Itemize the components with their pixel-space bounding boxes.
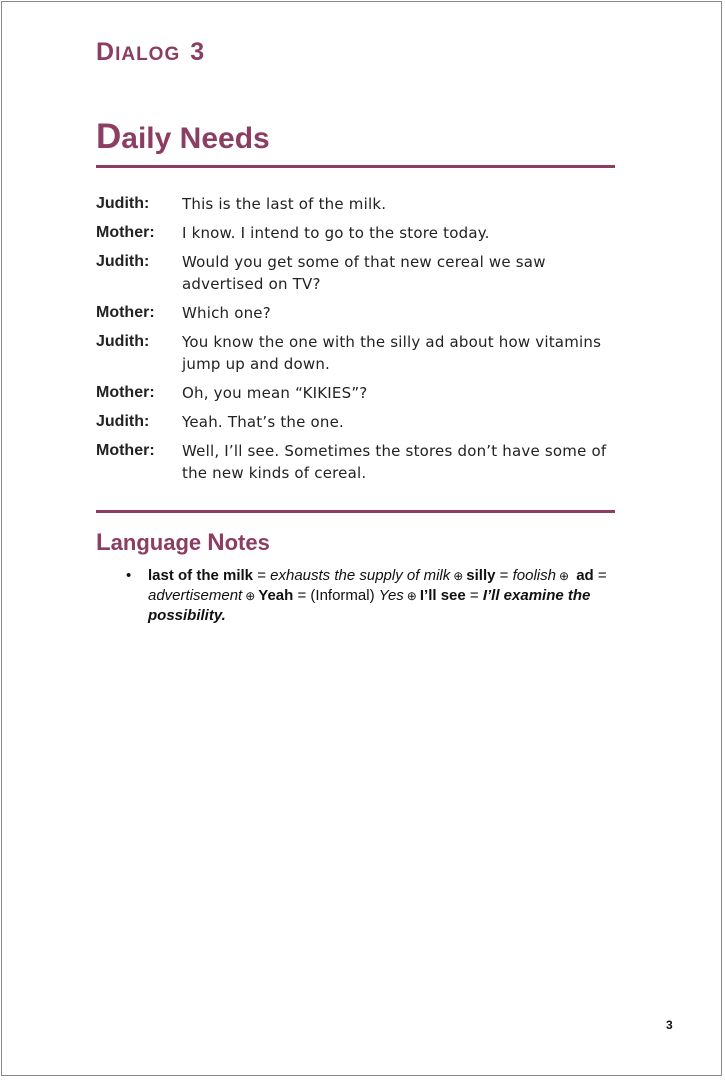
speaker-name: Judith:: [96, 253, 150, 270]
speaker-name: Mother:: [96, 384, 155, 401]
language-notes: [126, 566, 621, 625]
separator-icon: ⊕: [406, 589, 417, 603]
dialog-label-rest: IALOG: [115, 44, 181, 65]
dialog-label-initial: D: [96, 38, 116, 66]
notes-paragraph: [148, 566, 621, 625]
utterance-text: Which one?: [182, 304, 271, 322]
utterance-text: This is the last of the milk.: [182, 195, 387, 213]
note-equals: =: [495, 567, 513, 584]
dialog-label: [96, 38, 205, 67]
note-term: Yeah: [258, 587, 294, 604]
speaker-name: Mother:: [96, 442, 155, 459]
note-equals: =: [293, 587, 311, 604]
bottom-divider: [96, 510, 615, 513]
speaker-name: Mother:: [96, 304, 155, 321]
utterance-text: I know. I intend to go to the store today.: [182, 224, 490, 242]
dialog-number: 3: [190, 38, 206, 66]
language-notes-heading: [96, 529, 270, 557]
speaker-name: Mother:: [96, 224, 155, 241]
utterance-text: Oh, you mean “KIKIES”?: [182, 384, 368, 402]
speaker-name: Judith:: [96, 413, 150, 430]
note-definition: I’ll examine the possibility.: [148, 587, 591, 624]
note-term: ad: [576, 567, 594, 584]
note-definition: Yes: [378, 587, 404, 604]
heading-initial-l: L: [96, 529, 111, 556]
dialog-line: [96, 251, 615, 295]
utterance-text: Would you get some of that new cereal we saw advertised on TV?: [182, 253, 546, 293]
note-term: silly: [466, 567, 496, 584]
page-title-initial: D: [96, 117, 122, 156]
note-register: (Informal): [310, 587, 379, 604]
heading-initial-n: N: [207, 529, 225, 556]
bullet-icon: •: [126, 567, 132, 584]
dialog-line: [96, 440, 615, 484]
top-divider: [96, 165, 615, 168]
dialog-line: [96, 302, 615, 324]
note-equals: =: [465, 587, 483, 604]
heading-part: otes: [224, 530, 270, 555]
dialog-line: [96, 331, 615, 375]
separator-icon: ⊕: [245, 589, 256, 603]
note-definition: advertisement: [148, 587, 243, 604]
note-equals: =: [253, 567, 271, 584]
dialog-transcript: [96, 193, 615, 491]
utterance-text: You know the one with the silly ad about how vitamins jump up and down.: [182, 333, 602, 373]
utterance-text: Yeah. That’s the one.: [182, 413, 344, 431]
note-term: I’ll see: [419, 587, 466, 604]
note-term: last of the milk: [148, 567, 254, 584]
note-equals: =: [593, 567, 607, 584]
note-definition: exhausts the supply of milk: [270, 567, 451, 584]
page-number: 3: [666, 1018, 673, 1032]
speaker-name: Judith:: [96, 195, 150, 212]
separator-icon: ⊕: [453, 569, 464, 583]
heading-part: anguage: [110, 530, 208, 555]
page: [1, 1, 722, 1076]
dialog-line: [96, 382, 615, 404]
separator-icon: ⊕: [558, 569, 570, 583]
dialog-line: [96, 411, 615, 433]
speaker-name: Judith:: [96, 333, 150, 350]
page-title: [96, 117, 270, 157]
page-title-rest: aily Needs: [121, 122, 270, 155]
utterance-text: Well, I’ll see. Sometimes the stores don’t have some of the new kinds of cereal.: [182, 442, 607, 482]
dialog-line: [96, 193, 615, 215]
dialog-line: [96, 222, 615, 244]
note-definition: foolish: [512, 567, 556, 584]
